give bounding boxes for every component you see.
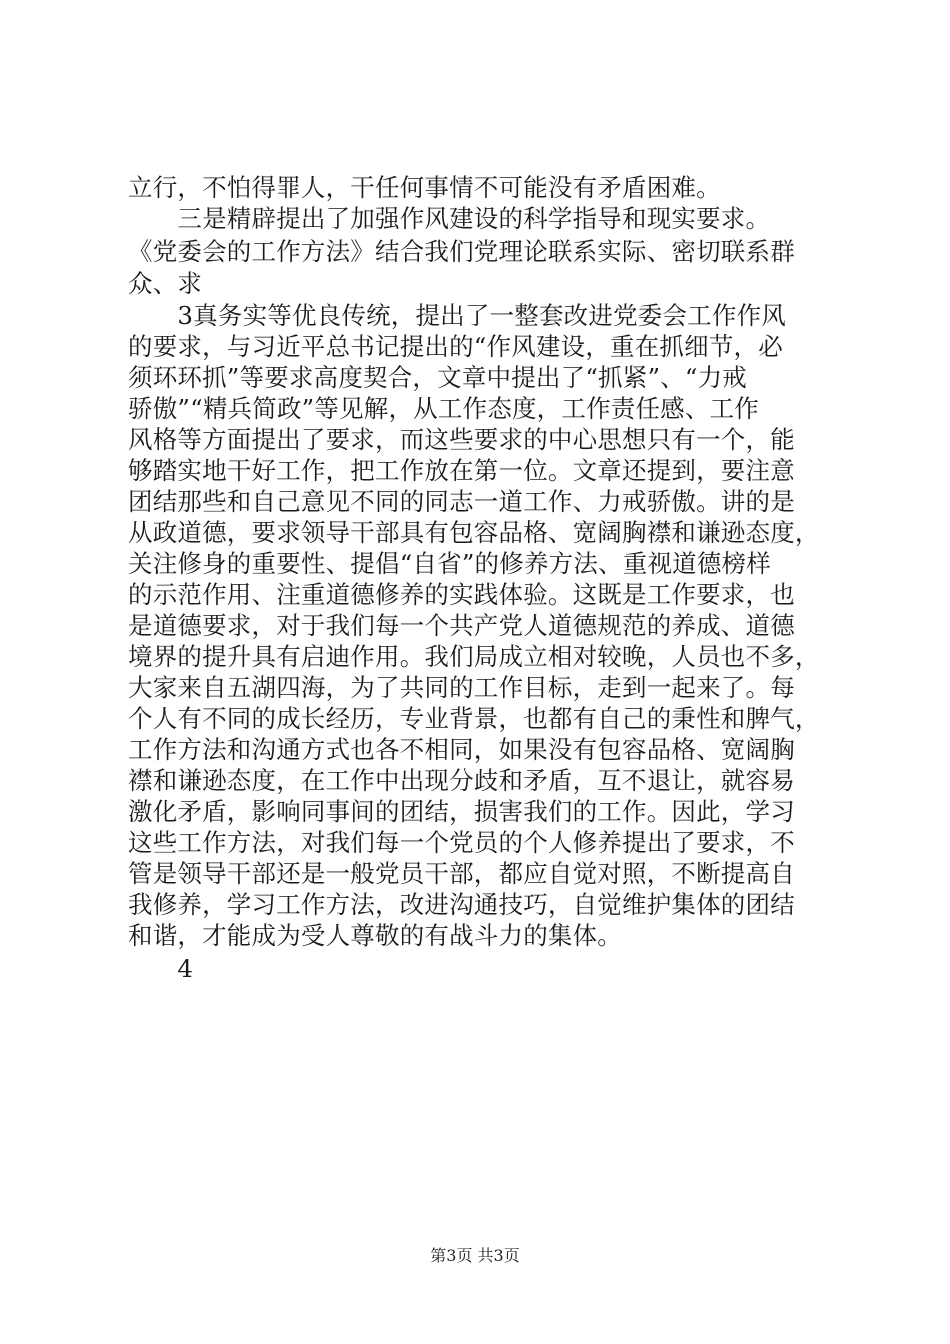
text-line: 工作方法和沟通方式也各不相同，如果没有包容品格、宽阔胸 <box>128 735 795 764</box>
text-line: 4 <box>128 954 194 983</box>
page-number-footer: 第3页 共3页 <box>430 1246 520 1265</box>
text-line: 大家来自五湖四海，为了共同的工作目标，走到一起来了。每 <box>128 673 795 702</box>
text-line: 从政道德，要求领导干部具有包容品格、宽阔胸襟和谦逊态度， <box>128 518 820 547</box>
text-line: 管是领导干部还是一般党员干部，都应自觉对照，不断提高自 <box>128 859 795 888</box>
text-line: 骄傲”“精兵简政”等见解，从工作态度，工作责任感、工作 <box>128 394 759 423</box>
text-line: 关注修身的重要性、提倡“自省”的修养方法、重视道德榜样 <box>128 549 771 578</box>
text-line: 三是精辟提出了加强作风建设的科学指导和现实要求。 <box>128 204 771 233</box>
text-line: 我修养，学习工作方法，改进沟通技巧，自觉维护集体的团结 <box>128 890 795 919</box>
text-line: 襟和谦逊态度，在工作中出现分歧和矛盾，互不退让，就容易 <box>128 766 795 795</box>
text-line: 个人有不同的成长经历，专业背景，也都有自己的秉性和脾气， <box>128 704 820 733</box>
text-line: 须环环抓”等要求高度契合，文章中提出了“抓紧”、“力戒 <box>128 363 747 392</box>
text-line: 《党委会的工作方法》结合我们党理论联系实际、密切联系群 <box>128 237 795 266</box>
text-line: 境界的提升具有启迪作用。我们局成立相对较晚，人员也不多， <box>128 642 820 671</box>
text-line: 众、求 <box>128 269 203 298</box>
text-line: 和谐，才能成为受人尊敬的有战斗力的集体。 <box>128 921 622 950</box>
text-line: 3真务实等优良传统，提出了一整套改进党委会工作作风 <box>128 301 786 330</box>
text-line: 够踏实地干好工作，把工作放在第一位。文章还提到，要注意 <box>128 456 795 485</box>
text-line: 这些工作方法，对我们每一个党员的个人修养提出了要求，不 <box>128 828 795 857</box>
text-line: 是道德要求，对于我们每一个共产党人道德规范的养成、道德 <box>128 611 795 640</box>
text-line: 的要求，与习近平总书记提出的“作风建设，重在抓细节，必 <box>128 332 783 361</box>
text-line: 团结那些和自己意见不同的同志一道工作、力戒骄傲。讲的是 <box>128 487 795 516</box>
text-line: 的示范作用、注重道德修养的实践体验。这既是工作要求，也 <box>128 580 795 609</box>
text-line: 风格等方面提出了要求，而这些要求的中心思想只有一个，能 <box>128 425 795 454</box>
text-line: 立行，不怕得罪人，干任何事情不可能没有矛盾困难。 <box>128 173 721 202</box>
text-line: 激化矛盾，影响同事间的团结，损害我们的工作。因此，学习 <box>128 797 795 826</box>
